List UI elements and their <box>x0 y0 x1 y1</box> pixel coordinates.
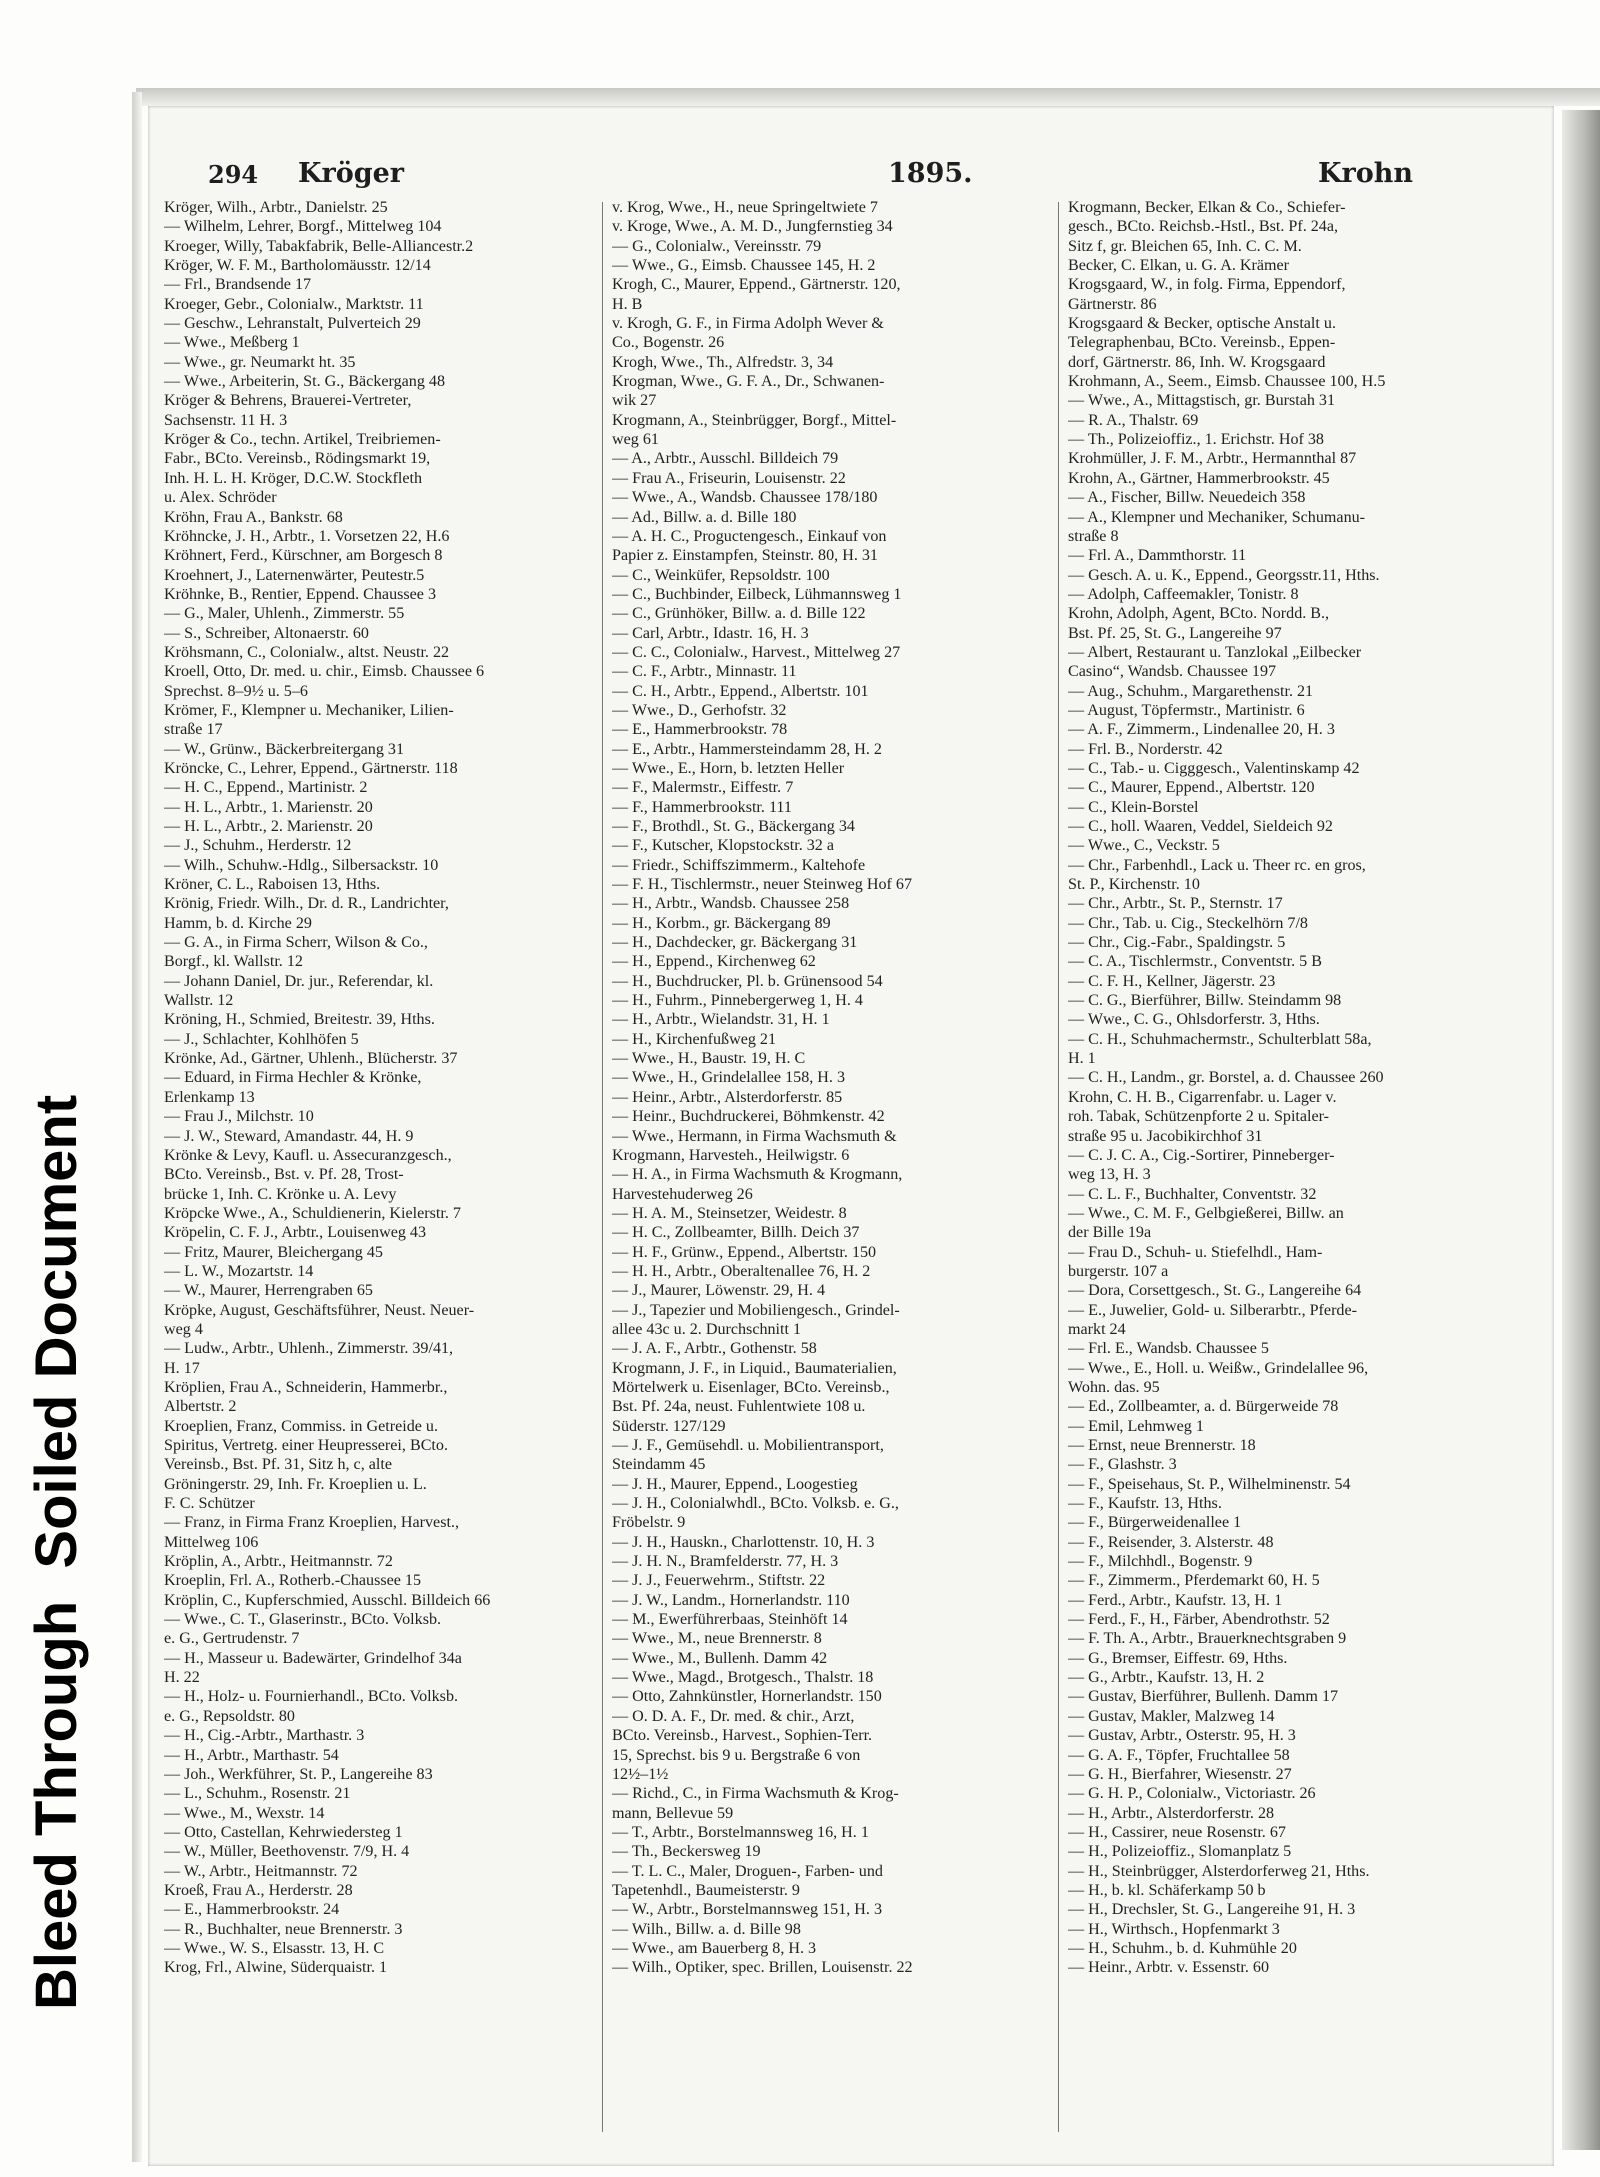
directory-entry-line: — G. H., Bierfahrer, Wiesenstr. 27 <box>1068 1765 1292 1783</box>
directory-entry-line: — Joh., Werkführer, St. P., Langereihe 83 <box>164 1765 433 1783</box>
directory-entry-line: — H., Fuhrm., Pinnebergerweg 1, H. 4 <box>612 992 863 1010</box>
directory-entry-line: Kröger, Wilh., Arbtr., Danielstr. 25 <box>164 199 388 216</box>
directory-entry-line: — H., Arbtr., Wielandstr. 31, H. 1 <box>612 1011 830 1029</box>
directory-entry-line: Krohmann, A., Seem., Eimsb. Chaussee 100, H.5 <box>1068 373 1386 391</box>
directory-entry-line: — W., Maurer, Herrengraben 65 <box>164 1282 373 1300</box>
directory-entry-line: — Wwe., Magd., Brotgesch., Thalstr. 18 <box>612 1669 874 1687</box>
directory-entry-line: — G. A. F., Töpfer, Fruchtallee 58 <box>1068 1746 1290 1764</box>
directory-entry-line: — Friedr., Schiffszimmerm., Kaltehofe <box>612 856 866 874</box>
directory-entry-line: — E., Juwelier, Gold- u. Silberarbtr., Pferde- <box>1068 1301 1357 1319</box>
directory-entry-line: Krohn, Adolph, Agent, BCto. Nordd. B., <box>1068 605 1330 623</box>
directory-entry-line: — G., Colonialw., Vereinsstr. 79 <box>612 237 822 255</box>
directory-entry-line: allee 43c u. 2. Durchschnitt 1 <box>612 1320 802 1338</box>
directory-entry-line: — Wwe., E., Holl. u. Weißw., Grindelallee 96, <box>1068 1359 1369 1377</box>
directory-entry-line: Kröner, C. L., Raboisen 13, Hths. <box>164 876 381 894</box>
directory-entry-line: — C. H., Landm., gr. Borstel, a. d. Chaussee 260 <box>1068 1069 1384 1087</box>
directory-entry-line: — A., Klempner und Mechaniker, Schumanu- <box>1068 508 1366 526</box>
scan-edge-top <box>136 88 1600 106</box>
directory-entry-line: markt 24 <box>1068 1320 1126 1338</box>
directory-entry-line: Erlenkamp 13 <box>164 1088 255 1106</box>
right-running-head: Krohn <box>1318 158 1413 189</box>
directory-entry-line: BCto. Vereinsb., Harvest., Sophien-Terr. <box>612 1727 873 1745</box>
directory-entry-line: — Wwe., E., Horn, b. letzten Heller <box>612 759 845 777</box>
directory-entry-line: — C. F. H., Kellner, Jägerstr. 23 <box>1068 972 1276 990</box>
directory-entry-line: Krönke & Levy, Kaufl. u. Assecuranzgesch., <box>164 1146 452 1164</box>
directory-entry-line: — F. H., Tischlermstr., neuer Steinweg Hof 67 <box>612 876 913 894</box>
directory-entry-line: — H., Polizeioffiz., Slomanplatz 5 <box>1068 1843 1292 1861</box>
directory-entry-line: Spiritus, Vertretg. einer Heupresserei, BCto. <box>164 1437 448 1454</box>
directory-entry-line: — Chr., Tab. u. Cig., Steckelhörn 7/8 <box>1068 914 1308 932</box>
directory-entry-line: Steindamm 45 <box>612 1456 706 1474</box>
directory-entry-line: — H. C., Zollbeamter, Billh. Deich 37 <box>612 1224 860 1242</box>
directory-entry-line: — E., Hammerbrookstr. 24 <box>164 1901 340 1919</box>
directory-entry-line: — H. A., in Firma Wachsmuth & Krogmann, <box>612 1166 903 1184</box>
directory-entry-line: Kroeger, Gebr., Colonialw., Marktstr. 11 <box>164 295 424 313</box>
directory-entry-line: — Chr., Arbtr., St. P., Sternstr. 17 <box>1068 895 1283 913</box>
directory-entry-line: — A. F., Zimmerm., Lindenallee 20, H. 3 <box>1068 721 1335 739</box>
directory-entry-line: Kröpke, August, Geschäftsführer, Neust. Neuer- <box>164 1301 475 1319</box>
directory-entry-line: — H., Korbm., gr. Bäckergang 89 <box>612 914 831 932</box>
directory-entry-line: — Wwe., M., Wexstr. 14 <box>164 1804 325 1822</box>
directory-entry-line: Kröhnert, Ferd., Kürschner, am Borgesch 8 <box>164 547 443 565</box>
directory-entry-line: — H., Holz- u. Fournierhandl., BCto. Volksb. <box>164 1688 459 1706</box>
directory-entry-line: — Albert, Restaurant u. Tanzlokal „Eilbecker <box>1068 643 1362 661</box>
directory-entry-line: — C. G., Bierführer, Billw. Steindamm 98 <box>1068 992 1342 1010</box>
directory-entry-line: — Wwe., C. G., Ohlsdorferstr. 3, Hths. <box>1068 1011 1320 1029</box>
directory-entry-line: — H., Cassirer, neue Rosenstr. 67 <box>1068 1823 1286 1841</box>
directory-entry-line: Kröhncke, J. H., Arbtr., 1. Vorsetzen 22, H.6 <box>164 527 450 545</box>
directory-entry-line: Gröningerstr. 29, Inh. Fr. Kroeplien u. L. <box>164 1475 427 1493</box>
directory-entry-line: — F., Kaufstr. 13, Hths. <box>1068 1495 1222 1513</box>
directory-entry-line: — Gustav, Makler, Malzweg 14 <box>1068 1707 1275 1725</box>
directory-entry-line: Kröplin, C., Kupferschmied, Ausschl. Billdeich 66 <box>164 1591 491 1609</box>
directory-entry-line: — Th., Polizeioffiz., 1. Erichstr. Hof 38 <box>1068 431 1324 449</box>
directory-entry-line: — L., Schuhm., Rosenstr. 21 <box>164 1785 351 1803</box>
directory-entry-line: — C. H., Arbtr., Eppend., Albertstr. 101 <box>612 682 869 700</box>
directory-entry-line: — Wwe., D., Gerhofstr. 32 <box>612 701 787 719</box>
directory-entry-line: — F., Reisender, 3. Alsterstr. 48 <box>1068 1533 1274 1551</box>
directory-entry-line: — H., b. kl. Schäferkamp 50 b <box>1068 1881 1266 1899</box>
side-label-text: Bleed Through Soiled Document <box>24 1094 89 2010</box>
directory-entry-line: — H. L., Arbtr., 2. Marienstr. 20 <box>164 818 373 835</box>
directory-entry-line: — J. A. F., Arbtr., Gothenstr. 58 <box>612 1340 817 1358</box>
column-3 <box>1068 198 1484 1978</box>
directory-entry-line: Kroeplin, Frl. A., Rotherb.-Chaussee 15 <box>164 1572 422 1590</box>
directory-entry-line: — Frl. E., Wandsb. Chaussee 5 <box>1068 1340 1269 1358</box>
directory-entry-line: Krogman, Wwe., G. F. A., Dr., Schwanen- <box>612 373 885 391</box>
directory-entry-line: — H., Steinbrügger, Alsterdorferweg 21, Hths. <box>1068 1862 1370 1880</box>
directory-entry-line: — Frau J., Milchstr. 10 <box>164 1108 314 1126</box>
directory-entry-line: — G., Bremser, Eiffestr. 69, Hths. <box>1068 1649 1288 1667</box>
directory-entry-line: Kröhsmann, C., Colonialw., altst. Neustr. 22 <box>164 643 450 661</box>
directory-entry-line: — J. H. N., Bramfelderstr. 77, H. 3 <box>612 1553 839 1571</box>
directory-entry-line: Kroehnert, J., Laternenwärter, Peutestr.5 <box>164 566 425 584</box>
directory-entry-line: — H. C., Eppend., Martinistr. 2 <box>164 779 368 797</box>
column-2 <box>612 198 1028 1978</box>
directory-entry-line: Krohn, A., Gärtner, Hammerbrookstr. 45 <box>1068 469 1330 487</box>
directory-entry-line: v. Krogh, G. F., in Firma Adolph Wever & <box>612 315 884 333</box>
directory-entry-line: — Chr., Farbenhdl., Lack u. Theer rc. en gros, <box>1068 856 1366 874</box>
directory-entry-line: — H., Kirchenfußweg 21 <box>612 1030 777 1048</box>
directory-entry-line: Kröncke, C., Lehrer, Eppend., Gärtnerstr. 118 <box>164 759 458 777</box>
directory-entry-line: Co., Bogenstr. 26 <box>612 334 725 352</box>
directory-entry-line: — Th., Beckersweg 19 <box>612 1843 761 1861</box>
directory-entry-line: — Franz, in Firma Franz Kroeplien, Harvest., <box>164 1514 459 1532</box>
directory-entry-line: — H., Masseur u. Badewärter, Grindelhof 34a <box>164 1649 462 1667</box>
directory-entry-line: Krog, Frl., Alwine, Süderquaistr. 1 <box>164 1959 388 1977</box>
column-1 <box>164 198 580 1978</box>
directory-entry-line: — Wwe., C. T., Glaserinstr., BCto. Volksb. <box>164 1611 442 1629</box>
directory-entry-line: — Adolph, Caffeemakler, Tonistr. 8 <box>1068 585 1299 603</box>
directory-entry-line: mann, Bellevue 59 <box>612 1804 734 1822</box>
directory-entry-line: brücke 1, Inh. C. Krönke u. A. Levy <box>164 1185 397 1203</box>
directory-entry-line: — Aug., Schuhm., Margarethenstr. 21 <box>1068 682 1314 700</box>
directory-entry-line: — H., Arbtr., Marthastr. 54 <box>164 1746 339 1764</box>
directory-entry-line: 12½–1½ <box>612 1765 669 1783</box>
directory-entry-line: Fröbelstr. 9 <box>612 1514 686 1532</box>
directory-entry-line: — Heinr., Arbtr., Alsterdorferstr. 85 <box>612 1088 843 1106</box>
directory-entry-line: — Emil, Lehmweg 1 <box>1068 1417 1204 1435</box>
directory-entry-line: — G. H. P., Colonialw., Victoriastr. 26 <box>1068 1785 1316 1803</box>
bleed-through-label <box>18 700 96 2020</box>
left-running-head: Kröger <box>298 158 404 189</box>
directory-entry-line: — M., Ewerführerbaas, Steinhöft 14 <box>612 1611 848 1629</box>
directory-entry-line: — F., Malermstr., Eiffestr. 7 <box>612 779 794 797</box>
directory-entry-line: e. G., Repsoldstr. 80 <box>164 1707 295 1725</box>
directory-entry-line: weg 13, H. 3 <box>1068 1166 1151 1184</box>
directory-entry-line: — T., Arbtr., Borstelmannsweg 16, H. 1 <box>612 1823 869 1841</box>
directory-entry-line: — Wilh., Billw. a. d. Bille 98 <box>612 1920 801 1938</box>
directory-entry-line: — Wwe., A., Wandsb. Chaussee 178/180 <box>612 489 878 507</box>
directory-entry-line: — August, Töpfermstr., Martinistr. 6 <box>1068 701 1305 719</box>
directory-entry-line: Kroell, Otto, Dr. med. u. chir., Eimsb. Chaussee 6 <box>164 663 485 681</box>
directory-entry-line: — J. W., Steward, Amandastr. 44, H. 9 <box>164 1127 414 1145</box>
directory-entry-line: H. 22 <box>164 1669 200 1687</box>
directory-entry-line: Bst. Pf. 24a, neust. Fuhlentwiete 108 u. <box>612 1398 866 1416</box>
directory-entry-line: Wallstr. 12 <box>164 992 234 1010</box>
directory-entry-line: Wohn. das. 95 <box>1068 1378 1160 1396</box>
directory-entry-line: — Geschw., Lehranstalt, Pulverteich 29 <box>164 315 421 333</box>
directory-entry-line: — Wwe., am Bauerberg 8, H. 3 <box>612 1939 817 1957</box>
scan-edge-left <box>132 92 142 2162</box>
directory-entry-line: — Heinr., Arbtr. v. Essenstr. 60 <box>1068 1959 1270 1977</box>
directory-entry-line: — A. H. C., Proguctengesch., Einkauf von <box>612 527 887 545</box>
directory-entry-line: Becker, C. Elkan, u. G. A. Krämer <box>1068 257 1290 275</box>
directory-entry-line: — H. A. M., Steinsetzer, Weidestr. 8 <box>612 1204 847 1222</box>
directory-entry-line: — H., Cig.-Arbtr., Marthastr. 3 <box>164 1727 365 1745</box>
directory-entry-line: — Otto, Zahnkünstler, Hornerlandstr. 150 <box>612 1688 882 1706</box>
directory-entry-line: — C., Maurer, Eppend., Albertstr. 120 <box>1068 779 1315 797</box>
directory-entry-line: Krohn, C. H. B., Cigarrenfabr. u. Lager v. <box>1068 1088 1337 1106</box>
directory-entry-line: — Gustav, Bierführer, Bullenh. Damm 17 <box>1068 1688 1339 1706</box>
directory-entry-line: — G., Maler, Uhlenh., Zimmerstr. 55 <box>164 605 405 623</box>
directory-entry-line: — J., Schlachter, Kohlhöfen 5 <box>164 1030 359 1048</box>
directory-entry-line: — C., holl. Waaren, Veddel, Sieldeich 92 <box>1068 818 1333 835</box>
directory-entry-line: Gärtnerstr. 86 <box>1068 295 1157 313</box>
directory-entry-line: Krogh, Wwe., Th., Alfredstr. 3, 34 <box>612 353 834 371</box>
directory-entry-line: Kröger & Co., techn. Artikel, Treibriemen- <box>164 431 441 449</box>
column-divider <box>1058 202 1059 2132</box>
directory-entry-line: Kröning, H., Schmied, Breitestr. 39, Hths. <box>164 1011 435 1029</box>
directory-entry-line: der Bille 19a <box>1068 1224 1152 1242</box>
directory-entry-line: H. 1 <box>1068 1050 1096 1068</box>
directory-entry-line: — J., Schuhm., Herderstr. 12 <box>164 837 352 855</box>
directory-entry-line: — Wwe., M., Bullenh. Damm 42 <box>612 1649 828 1667</box>
directory-entry-line: — Wilh., Optiker, spec. Brillen, Louisenstr. 22 <box>612 1959 913 1977</box>
directory-entry-line: — R., Buchhalter, neue Brennerstr. 3 <box>164 1920 403 1938</box>
directory-entry-line: H. B <box>612 295 643 313</box>
directory-entry-line: wik 27 <box>612 392 657 410</box>
directory-entry-line: — H., Dachdecker, gr. Bäckergang 31 <box>612 934 858 952</box>
directory-entry-line: — F. Th. A., Arbtr., Brauerknechtsgraben 9 <box>1068 1630 1347 1648</box>
directory-entry-line: burgerstr. 107 a <box>1068 1262 1169 1280</box>
directory-entry-line: Kröplien, Frau A., Schneiderin, Hammerbr., <box>164 1378 448 1396</box>
directory-entry-line: — Ad., Billw. a. d. Bille 180 <box>612 508 797 526</box>
directory-entry-line: — F., Milchhdl., Bogenstr. 9 <box>1068 1553 1253 1571</box>
directory-entry-line: Sprechst. 8–9½ u. 5–6 <box>164 682 308 700</box>
directory-entry-line: dorf, Gärtnerstr. 86, Inh. W. Krogsgaard <box>1068 353 1326 371</box>
directory-entry-line: Hamm, b. d. Kirche 29 <box>164 914 312 932</box>
directory-entry-line: — H., Eppend., Kirchenweg 62 <box>612 953 816 971</box>
directory-entry-line: Borgf., kl. Wallstr. 12 <box>164 953 303 971</box>
directory-entry-line: — C. L. F., Buchhalter, Conventstr. 32 <box>1068 1185 1317 1203</box>
directory-entry-line: Harvestehuderweg 26 <box>612 1185 753 1203</box>
directory-entry-line: — S., Schreiber, Altonaerstr. 60 <box>164 624 369 642</box>
directory-entry-line: — C., Grünhöker, Billw. a. d. Bille 122 <box>612 605 866 623</box>
directory-entry-line: Krogh, C., Maurer, Eppend., Gärtnerstr. 120, <box>612 276 901 294</box>
directory-entry-line: Telegraphenbau, BCto. Vereinsb., Eppen- <box>1068 334 1336 352</box>
directory-entry-line: — W., Grünw., Bäckerbreitergang 31 <box>164 740 405 758</box>
directory-entry-line: — Carl, Arbtr., Idastr. 16, H. 3 <box>612 624 809 642</box>
directory-entry-line: — Frau D., Schuh- u. Stiefelhdl., Ham- <box>1068 1243 1323 1261</box>
directory-entry-line: — Gesch. A. u. K., Eppend., Georgsstr.11, Hths. <box>1068 566 1380 584</box>
directory-entry-line: — F., Glashstr. 3 <box>1068 1456 1177 1474</box>
directory-entry-line: Krogmann, Harvesteh., Heilwigstr. 6 <box>612 1146 850 1164</box>
directory-entry-line: — H., Drechsler, St. G., Langereihe 91, H. 3 <box>1068 1901 1356 1919</box>
directory-entry-line: — C. H., Schuhmachermstr., Schulterblatt 58a, <box>1068 1030 1372 1048</box>
directory-entry-line: — W., Arbtr., Heitmannstr. 72 <box>164 1862 358 1880</box>
directory-entry-line: roh. Tabak, Schützenpforte 2 u. Spitaler- <box>1068 1108 1330 1126</box>
directory-entry-line: Mörtelwerk u. Eisenlager, BCto. Vereinsb., <box>612 1378 890 1396</box>
directory-entry-line: — Wwe., G., Eimsb. Chaussee 145, H. 2 <box>612 257 876 275</box>
directory-entry-line: — Chr., Cig.-Fabr., Spaldingstr. 5 <box>1068 934 1286 952</box>
directory-entry-line: Krogsgaard, W., in folg. Firma, Eppendorf, <box>1068 276 1346 294</box>
directory-entry-line: straße 8 <box>1068 527 1119 545</box>
directory-entry-line: — F., Brothdl., St. G., Bäckergang 34 <box>612 818 855 835</box>
directory-entry-line: — H., Arbtr., Wandsb. Chaussee 258 <box>612 895 850 913</box>
directory-entry-line: H. 17 <box>164 1359 200 1377</box>
directory-entry-line: — Wwe., H., Baustr. 19, H. C <box>612 1050 806 1068</box>
directory-entry-line: weg 61 <box>612 431 659 449</box>
page-number: 294 <box>208 160 259 189</box>
directory-entry-line: — Wwe., W. S., Elsasstr. 13, H. C <box>164 1939 385 1957</box>
directory-entry-line: — Heinr., Buchdruckerei, Böhmkenstr. 42 <box>612 1108 885 1126</box>
directory-entry-line: u. Alex. Schröder <box>164 489 277 507</box>
directory-entry-line: — C., Klein-Borstel <box>1068 798 1199 816</box>
directory-entry-line: Krönke, Ad., Gärtner, Uhlenh., Blücherstr. 37 <box>164 1050 458 1068</box>
directory-entry-line: — Wwe., M., neue Brennerstr. 8 <box>612 1630 822 1648</box>
directory-entry-line: Tapetenhdl., Baumeisterstr. 9 <box>612 1881 800 1899</box>
directory-entry-line: — O. D. A. F., Dr. med. & chir., Arzt, <box>612 1707 855 1725</box>
page-header <box>208 156 1518 196</box>
directory-entry-line: Kröplin, A., Arbtr., Heitmannstr. 72 <box>164 1553 393 1571</box>
directory-entry-line: Fabr., BCto. Vereinsb., Rödingsmarkt 19, <box>164 450 431 468</box>
directory-entry-line: — A., Fischer, Billw. Neuedeich 358 <box>1068 489 1306 507</box>
directory-entry-line: — C. A., Tischlermstr., Conventstr. 5 B <box>1068 953 1322 971</box>
directory-entry-line: — Wwe., H., Grindelallee 158, H. 3 <box>612 1069 846 1087</box>
directory-entry-line: — H. L., Arbtr., 1. Marienstr. 20 <box>164 798 373 816</box>
directory-entry-line: — Ernst, neue Brennerstr. 18 <box>1068 1437 1256 1454</box>
directory-entry-line: — T. L. C., Maler, Droguen-, Farben- und <box>612 1862 883 1880</box>
directory-entry-line: — Wwe., A., Mittagstisch, gr. Burstah 31 <box>1068 392 1336 410</box>
directory-entry-line: — Wilh., Schuhw.-Hdlg., Silbersackstr. 10 <box>164 856 439 874</box>
directory-entry-line: — J. F., Gemüsehdl. u. Mobilientransport, <box>612 1437 884 1454</box>
directory-entry-line: — Fritz, Maurer, Bleichergang 45 <box>164 1243 383 1261</box>
directory-entry-line: v. Krog, Wwe., H., neue Springeltwiete 7 <box>612 199 878 216</box>
directory-entry-line: Bst. Pf. 25, St. G., Langereihe 97 <box>1068 624 1282 642</box>
directory-entry-line: — Gustav, Arbtr., Osterstr. 95, H. 3 <box>1068 1727 1296 1745</box>
directory-entry-line: — G., Arbtr., Kaufstr. 13, H. 2 <box>1068 1669 1265 1687</box>
directory-entry-line: Inh. H. L. H. Kröger, D.C.W. Stockfleth <box>164 469 423 487</box>
directory-entry-line: — R. A., Thalstr. 69 <box>1068 411 1199 429</box>
directory-entry-line: — E., Arbtr., Hammersteindamm 28, H. 2 <box>612 740 882 758</box>
directory-entry-line: straße 95 u. Jacobikirchhof 31 <box>1068 1127 1263 1145</box>
directory-entry-line: straße 17 <box>164 721 223 739</box>
directory-entry-line: — C., Tab.- u. Cigggesch., Valentinskamp 42 <box>1068 759 1360 777</box>
directory-entry-line: Albertstr. 2 <box>164 1398 237 1416</box>
directory-entry-line: — Ferd., F., H., Färber, Abendrothstr. 52 <box>1068 1611 1330 1629</box>
directory-entry-line: — J. H., Hauskn., Charlottenstr. 10, H. 3 <box>612 1533 875 1551</box>
directory-entry-line: Süderstr. 127/129 <box>612 1417 726 1435</box>
directory-entry-line: — F., Hammerbrookstr. 111 <box>612 798 792 816</box>
directory-entry-line: Krogmann, J. F., in Liquid., Baumaterialien, <box>612 1359 897 1377</box>
directory-entry-line: — C. C., Colonialw., Harvest., Mittelweg 27 <box>612 643 901 661</box>
directory-entry-line: — Frau A., Friseurin, Louisenstr. 22 <box>612 469 846 487</box>
directory-entry-line: — C. J. C. A., Cig.-Sortirer, Pinneberger- <box>1068 1146 1335 1164</box>
directory-entry-line: Kröger, W. F. M., Bartholomäusstr. 12/14 <box>164 257 431 275</box>
directory-entry-line: — Frl. B., Norderstr. 42 <box>1068 740 1223 758</box>
directory-entry-line: Kroeger, Willy, Tabakfabrik, Belle-Alliancestr.2 <box>164 237 474 255</box>
directory-entry-line: — J. W., Landm., Hornerlandstr. 110 <box>612 1591 850 1609</box>
directory-entry-line: — Ferd., Arbtr., Kaufstr. 13, H. 1 <box>1068 1591 1283 1609</box>
directory-entry-line: weg 4 <box>164 1320 203 1338</box>
directory-entry-line: Mittelweg 106 <box>164 1533 259 1551</box>
directory-entry-line: — J., Maurer, Löwenstr. 29, H. 4 <box>612 1282 826 1300</box>
directory-entry-line: — F., Speisehaus, St. P., Wilhelminenstr. 54 <box>1068 1475 1351 1493</box>
directory-entry-line: — J. H., Maurer, Eppend., Loogestieg <box>612 1475 858 1493</box>
directory-entry-line: — C., Buchbinder, Eilbeck, Lühmannsweg 1 <box>612 585 902 603</box>
directory-entry-line: gesch., BCto. Reichsb.-Hstl., Bst. Pf. 24a, <box>1068 218 1339 236</box>
directory-entry-line: — H. F., Grünw., Eppend., Albertstr. 150 <box>612 1243 877 1261</box>
directory-entry-line: Krönig, Friedr. Wilh., Dr. d. R., Landrichter, <box>164 895 449 913</box>
directory-entry-line: — W., Müller, Beethovenstr. 7/9, H. 4 <box>164 1843 410 1861</box>
directory-entry-line: — Ed., Zollbeamter, a. d. Bürgerweide 78 <box>1068 1398 1339 1416</box>
directory-entry-line: — J. H., Colonialwhdl., BCto. Volksb. e. G., <box>612 1495 899 1513</box>
directory-entry-line: Kröpelin, C. F. J., Arbtr., Louisenweg 43 <box>164 1224 427 1242</box>
directory-entry-line: — Richd., C., in Firma Wachsmuth & Krog- <box>612 1785 899 1803</box>
directory-entry-line: St. P., Kirchenstr. 10 <box>1068 876 1200 894</box>
directory-entry-line: — W., Arbtr., Borstelmannsweg 151, H. 3 <box>612 1901 883 1919</box>
directory-entry-line: Krömer, F., Klempner u. Mechaniker, Lilien- <box>164 701 454 719</box>
directory-entry-line: — F., Bürgerweidenallee 1 <box>1068 1514 1242 1532</box>
directory-entry-line: — H., Arbtr., Alsterdorferstr. 28 <box>1068 1804 1275 1822</box>
directory-entry-line: Krogmann, Becker, Elkan & Co., Schiefer- <box>1068 199 1346 216</box>
directory-entry-line: — H. H., Arbtr., Oberaltenallee 76, H. 2 <box>612 1262 871 1280</box>
year-heading: 1895. <box>888 158 973 189</box>
directory-entry-line: e. G., Gertrudenstr. 7 <box>164 1630 300 1648</box>
directory-entry-line: Kröger & Behrens, Brauerei-Vertreter, <box>164 392 412 410</box>
directory-entry-line: — H., Wirthsch., Hopfenmarkt 3 <box>1068 1920 1280 1938</box>
directory-entry-line: — A., Arbtr., Ausschl. Billdeich 79 <box>612 450 839 468</box>
directory-entry-line: — Wwe., Hermann, in Firma Wachsmuth & <box>612 1127 897 1145</box>
directory-entry-line: — Wilhelm, Lehrer, Borgf., Mittelweg 104 <box>164 218 442 236</box>
directory-entry-line: Kroeß, Frau A., Herderstr. 28 <box>164 1881 353 1899</box>
directory-entry-line: Sachsenstr. 11 H. 3 <box>164 411 288 429</box>
directory-entry-line: — E., Hammerbrookstr. 78 <box>612 721 788 739</box>
directory-entry-line: Sitz f, gr. Bleichen 65, Inh. C. C. M. <box>1068 237 1302 255</box>
directory-entry-line: — Wwe., gr. Neumarkt ht. 35 <box>164 353 356 371</box>
directory-entry-line: v. Kroge, Wwe., A. M. D., Jungfernstieg 34 <box>612 218 893 236</box>
directory-entry-line: — J., Tapezier und Mobiliengesch., Grindel- <box>612 1301 900 1319</box>
directory-entry-line: — L. W., Mozartstr. 14 <box>164 1262 314 1280</box>
directory-entry-line: — Otto, Castellan, Kehrwiedersteg 1 <box>164 1823 403 1841</box>
directory-entry-line: — Dora, Corsettgesch., St. G., Langereihe 64 <box>1068 1282 1362 1300</box>
directory-entry-line: — C., Weinküfer, Repsoldstr. 100 <box>612 566 830 584</box>
directory-entry-line: — Frl., Brandsende 17 <box>164 276 312 294</box>
directory-entry-line: — Johann Daniel, Dr. jur., Referendar, kl. <box>164 972 434 990</box>
directory-entry-line: Krogmann, A., Steinbrügger, Borgf., Mittel- <box>612 411 897 429</box>
directory-page <box>148 106 1554 2166</box>
directory-entry-line: Kröhnke, B., Rentier, Eppend. Chaussee 3 <box>164 585 436 603</box>
directory-entry-line: Kröpcke Wwe., A., Schuldienerin, Kielerstr. 7 <box>164 1204 461 1222</box>
directory-entry-line: Kroeplien, Franz, Commiss. in Getreide u. <box>164 1417 438 1435</box>
directory-entry-line: — Wwe., Meßberg 1 <box>164 334 300 352</box>
directory-entry-line: Vereinsb., Bst. Pf. 31, Sitz h, c, alte <box>164 1456 392 1474</box>
directory-entry-line: — H., Schuhm., b. d. Kuhmühle 20 <box>1068 1939 1297 1957</box>
directory-entry-line: — Wwe., C. M. F., Gelbgießerei, Billw. an <box>1068 1204 1344 1222</box>
directory-entry-line: — C. F., Arbtr., Minnastr. 11 <box>612 663 797 681</box>
directory-entry-line: — Wwe., C., Veckstr. 5 <box>1068 837 1220 855</box>
column-divider <box>602 202 603 2132</box>
directory-entry-line: — Frl. A., Dammthorstr. 11 <box>1068 547 1247 565</box>
directory-entry-line: — Wwe., Arbeiterin, St. G., Bäckergang 48 <box>164 373 445 391</box>
directory-entry-line: Kröhn, Frau A., Bankstr. 68 <box>164 508 343 526</box>
directory-entry-line: — J. J., Feuerwehrm., Stiftstr. 22 <box>612 1572 826 1590</box>
directory-entry-line: — Eduard, in Firma Hechler & Krönke, <box>164 1069 422 1087</box>
directory-entry-line: Papier z. Einstampfen, Steinstr. 80, H. 31 <box>612 547 878 565</box>
directory-entry-line: 15, Sprechst. bis 9 u. Bergstraße 6 von <box>612 1746 861 1764</box>
directory-entry-line: — F., Zimmerm., Pferdemarkt 60, H. 5 <box>1068 1572 1320 1590</box>
directory-entry-line: — G. A., in Firma Scherr, Wilson & Co., <box>164 934 428 952</box>
directory-entry-line: — H., Buchdrucker, Pl. b. Grünensood 54 <box>612 972 883 990</box>
directory-entry-line: BCto. Vereinsb., Bst. v. Pf. 28, Trost- <box>164 1166 404 1184</box>
directory-entry-line: — F., Kutscher, Klopstockstr. 32 a <box>612 837 835 855</box>
directory-entry-line: Krohmüller, J. F. M., Arbtr., Hermannthal 87 <box>1068 450 1357 468</box>
directory-entry-line: Krogsgaard & Becker, optische Anstalt u. <box>1068 315 1336 333</box>
directory-entry-line: — Ludw., Arbtr., Uhlenh., Zimmerstr. 39/41, <box>164 1340 454 1358</box>
scan-edge-right <box>1562 110 1600 2150</box>
directory-entry-line: Casino“, Wandsb. Chaussee 197 <box>1068 663 1277 681</box>
directory-entry-line: F. C. Schützer <box>164 1495 255 1513</box>
